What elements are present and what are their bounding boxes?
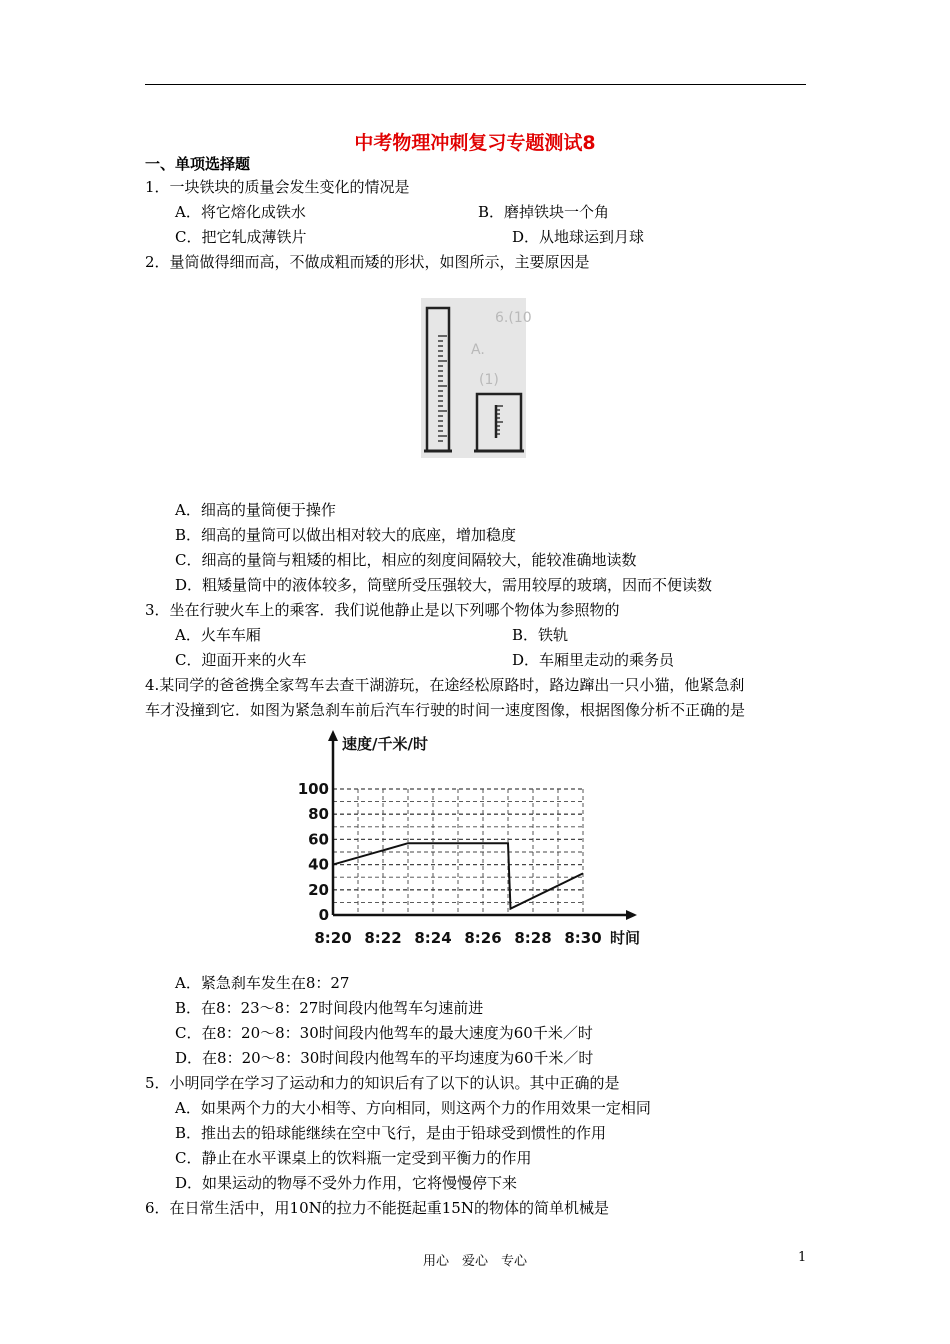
q5-stem: 5．小明同学在学习了运动和力的知识后有了以下的认识。其中正确的是 (145, 1074, 620, 1092)
page-number: 1 (798, 1250, 807, 1265)
page-title: 中考物理冲刺复习专题测试8 (354, 132, 596, 154)
header-rule (145, 84, 806, 85)
q1-stem: 1．一块铁块的质量会发生变化的情况是 (145, 178, 410, 196)
fig-bg-text-3: (1) (479, 372, 499, 388)
q6-stem: 6．在日常生活中，用10N的拉力不能挺起重15N的物体的简单机械是 (145, 1199, 609, 1217)
x-tick-label: 8:20 (314, 929, 352, 947)
q4-option-b[interactable]: B．在8：23～8：27时间段内他驾车匀速前进 (175, 999, 484, 1017)
q1-option-d[interactable]: D．从地球运到月球 (512, 228, 645, 246)
y-axis-arrow (328, 730, 338, 741)
y-tick-label: 80 (308, 805, 329, 824)
q1-option-a[interactable]: A．将它熔化成铁水 (175, 203, 306, 221)
q1-option-b[interactable]: B．磨掉铁块一个角 (478, 203, 610, 221)
q3-option-b[interactable]: B．铁轨 (512, 626, 569, 644)
x-tick-label: 8:22 (364, 929, 402, 947)
fig-bg-text-2: A. (471, 342, 485, 358)
y-tick-label: 40 (308, 855, 329, 874)
q2-option-b[interactable]: B．细高的量筒可以做出相对较大的底座，增加稳度 (175, 526, 517, 544)
q4-stem-line2: 车才没撞到它．如图为紧急刹车前后汽车行驶的时间一速度图像，根据图像分析不正确的是 (145, 701, 746, 719)
q5-option-b[interactable]: B．推出去的铅球能继续在空中飞行，是由于铅球受到惯性的作用 (175, 1124, 607, 1142)
q5-option-c[interactable]: C．静止在水平课桌上的饮料瓶一定受到平衡力的作用 (175, 1149, 532, 1167)
y-tick-label: 100 (297, 780, 329, 798)
x-axis-label: 时间 (610, 929, 641, 947)
q3-option-d[interactable]: D．车厢里走动的乘务员 (512, 651, 675, 669)
speed-time-chart (297, 727, 660, 957)
q2-stem: 2．量筒做得细而高，不做成粗而矮的形状，如图所示，主要原因是 (145, 253, 590, 271)
y-tick-label: 0 (318, 906, 329, 924)
fig-bg-text-1: 6.(10 (495, 310, 532, 326)
q3-option-a[interactable]: A．火车车厢 (175, 626, 261, 644)
q3-option-c[interactable]: C．迎面开来的火车 (175, 651, 307, 669)
q2-option-c[interactable]: C．细高的量筒与粗矮的相比，相应的刻度间隔较大，能较准确地读数 (175, 551, 637, 569)
q2-option-d[interactable]: D．粗矮量筒中的液体较多，筒壁所受压强较大，需用较厚的玻璃，因而不便读数 (175, 576, 713, 594)
q4-option-c[interactable]: C．在8：20～8：30时间段内他驾车的最大速度为60千米／时 (175, 1024, 593, 1042)
x-axis-arrow (626, 910, 637, 920)
q5-option-a[interactable]: A．如果两个力的大小相等、方向相同，则这两个力的作用效果一定相同 (175, 1099, 651, 1117)
section-heading: 一、单项选择题 (145, 155, 251, 173)
footer-center: 用心 爱心 专心 (422, 1254, 527, 1269)
q4-option-a[interactable]: A．紧急刹车发生在8：27 (175, 974, 350, 992)
q4-option-d[interactable]: D．在8：20～8：30时间段内他驾车的平均速度为60千米／时 (175, 1049, 594, 1067)
x-tick-label: 8:24 (414, 929, 452, 947)
x-tick-label: 8:28 (514, 929, 552, 947)
cylinder-figure (421, 298, 532, 458)
q3-stem: 3．坐在行驶火车上的乘客．我们说他静止是以下列哪个物体为参照物的 (145, 601, 620, 619)
q4-stem-line1: 4.某同学的爸爸携全家驾车去查干湖游玩，在途经松原路时，路边蹿出一只小猫，他紧急刹 (145, 676, 745, 694)
q5-option-d[interactable]: D．如果运动的物辱不受外力作用，它将慢慢停下来 (175, 1174, 518, 1192)
y-axis-label: 速度/千米/时 (342, 735, 428, 753)
q2-option-a[interactable]: A．细高的量筒便于操作 (175, 501, 336, 519)
y-tick-label: 20 (308, 880, 329, 899)
x-tick-label: 8:26 (464, 929, 502, 947)
q1-option-c[interactable]: C．把它轧成薄铁片 (175, 228, 307, 246)
x-tick-label: 8:30 (564, 929, 602, 947)
y-tick-label: 60 (308, 830, 329, 849)
